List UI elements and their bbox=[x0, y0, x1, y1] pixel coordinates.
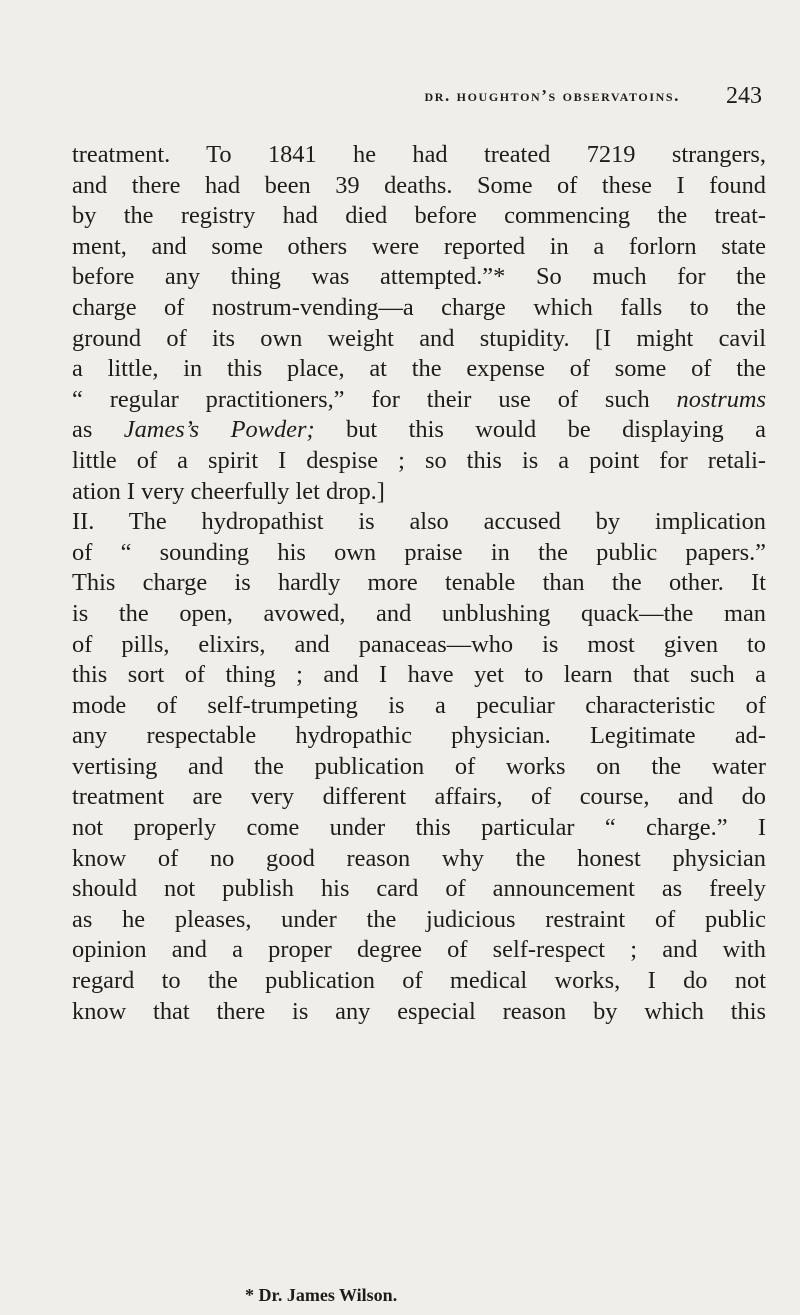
text-line: and there had been 39 deaths. Some of these I found bbox=[72, 171, 766, 199]
text-line: charge of nostrum-vending—a charge which falls to the bbox=[72, 293, 766, 321]
running-head bbox=[70, 83, 770, 116]
text-run: “ regular practitioners,” for their use of such bbox=[72, 385, 677, 413]
text-line: not properly come under this particular “ charge.” I bbox=[72, 814, 766, 842]
text-line: ground of its own weight and stupidity. [I might cavil bbox=[72, 324, 766, 352]
text-line: ation I very cheerfully let drop.] bbox=[72, 477, 385, 505]
text-line: know that there is any especial reason by which this bbox=[72, 997, 766, 1025]
text-line: by the registry had died before commencing the treat- bbox=[72, 202, 766, 230]
italic-term: James’s Powder; bbox=[123, 416, 315, 444]
text-line: II. The hydropathist is also accused by implication bbox=[72, 508, 766, 536]
text-run: as bbox=[72, 416, 124, 444]
text-line: little of a spirit I despise ; so this is a point for retali- bbox=[72, 446, 766, 474]
text-line: this sort of thing ; and I have yet to learn that such a bbox=[72, 661, 766, 689]
text-run: but this would be displaying a bbox=[314, 416, 766, 444]
text-line: a little, in this place, at the expense of some of the bbox=[72, 355, 766, 383]
text-line: ment, and some others were reported in a forlorn state bbox=[72, 232, 766, 260]
page-number: 243 bbox=[726, 83, 762, 109]
text-line: know of no good reason why the honest physician bbox=[72, 844, 766, 872]
running-title: dr. houghton’s observatoins. bbox=[424, 86, 680, 105]
text-line: This charge is hardly more tenable than the other. It bbox=[72, 569, 766, 597]
text-line: should not publish his card of announcement as freely bbox=[72, 875, 766, 903]
text-line: as he pleases, under the judicious restraint of public bbox=[72, 905, 766, 933]
footnote: * Dr. James Wilson. bbox=[245, 1285, 398, 1305]
text-line: treatment. To 1841 he had treated 7219 strangers, bbox=[72, 141, 766, 168]
text-line: mode of self-trumpeting is a peculiar characteristic of bbox=[72, 691, 766, 719]
text-line bbox=[72, 385, 766, 416]
text-line: of “ sounding his own praise in the public papers.” bbox=[72, 538, 766, 566]
text-line: treatment are very different affairs, of course, and do bbox=[72, 783, 766, 811]
italic-term: nostrums bbox=[676, 385, 766, 413]
body-text bbox=[72, 140, 766, 1027]
text-line: opinion and a proper degree of self-respect ; and with bbox=[72, 936, 766, 964]
text-line: any respectable hydropathic physician. Legitimate ad- bbox=[72, 722, 766, 750]
text-line: before any thing was attempted.”* So much for the bbox=[72, 263, 766, 291]
text-line: regard to the publication of medical works, I do not bbox=[72, 967, 766, 995]
text-line: vertising and the publication of works on the water bbox=[72, 752, 766, 780]
text-line: is the open, avowed, and unblushing quack—the man bbox=[72, 599, 766, 627]
text-line bbox=[72, 415, 766, 446]
text-line: of pills, elixirs, and panaceas—who is most given to bbox=[72, 630, 766, 658]
